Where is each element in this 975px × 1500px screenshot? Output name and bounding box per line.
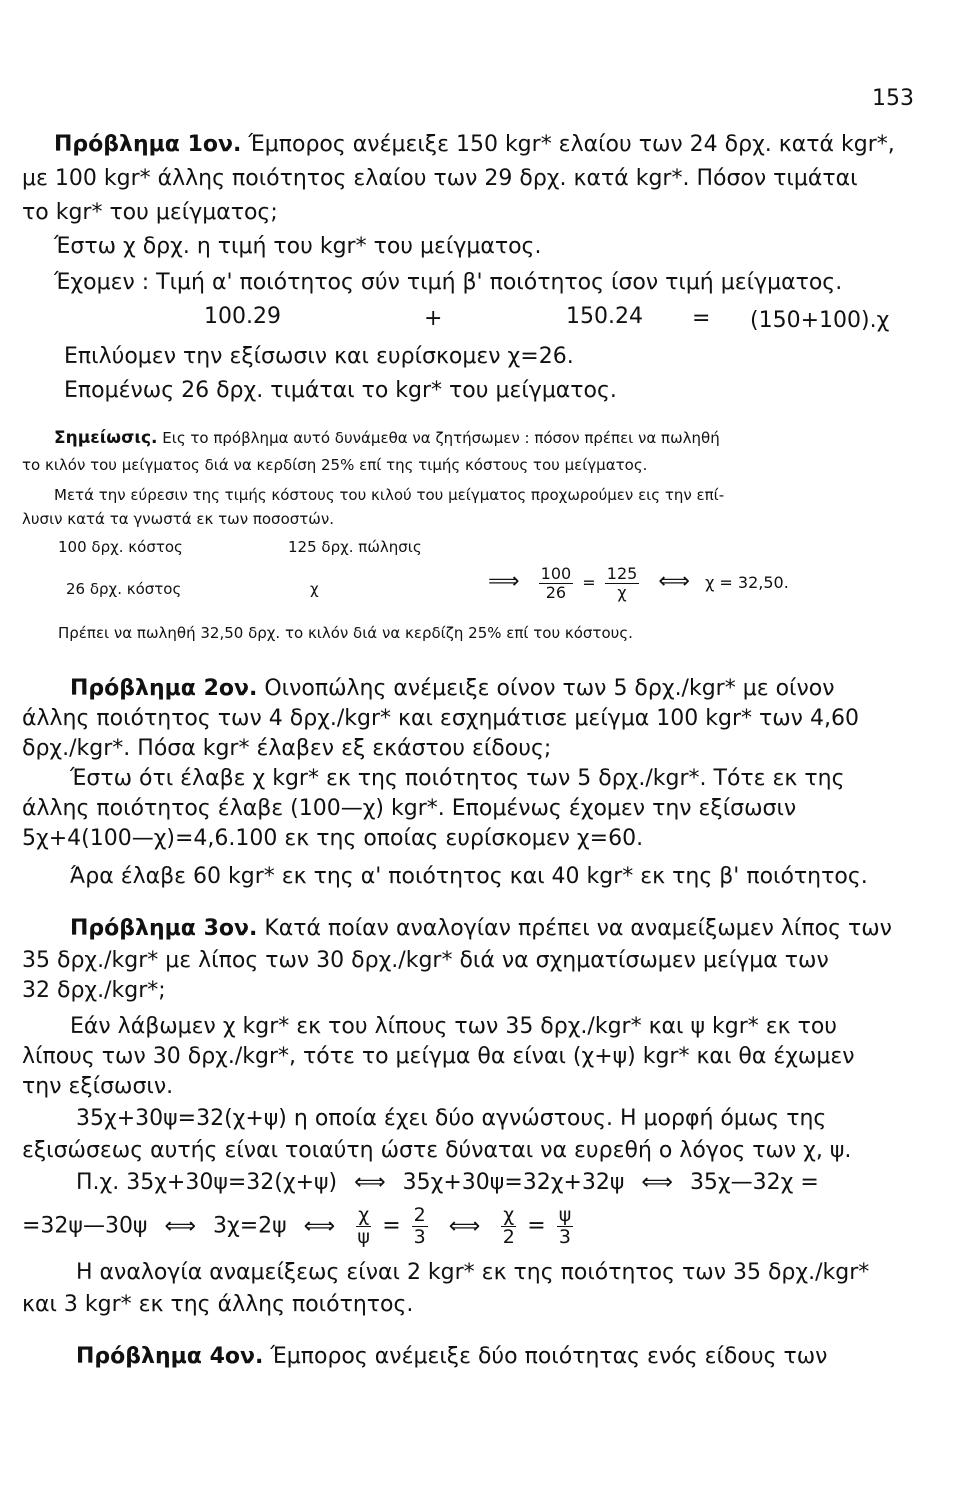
- note-line-2: το κιλόν του μείγματος διά να κερδίση 25% επί της τιμής κόστους του μείγματος.: [22, 456, 648, 474]
- problem-2-line-4: Έστω ότι έλαβε χ kgr* εκ της ποιότητος των 5 δρχ./kgr*. Τότε εκ της: [70, 766, 845, 791]
- fraction-psi-3: $\frac{\psi}{3}$: [558, 1204, 572, 1248]
- note-line-1: Σημείωσις. Εις το πρόβλημα αυτό δυνάμεθα να ζητήσωμεν : πόσον πρέπει να πωληθή: [54, 428, 720, 448]
- equation-term-c: (150+100).χ: [750, 308, 890, 333]
- implies-arrow: ⟹: [488, 569, 520, 594]
- note-line-5: Πρέπει να πωληθή 32,50 δρχ. το κιλόν διά να κερδίζη 25% επί του κόστους.: [58, 624, 633, 642]
- note-row-1-sale: 125 δρχ. πώλησις: [288, 538, 422, 556]
- problem-2-line-5: άλλης ποιότητος έλαβε (100—χ) kgr*. Επομένως έχομεν την εξίσωσιν: [22, 796, 797, 821]
- problem-1-title: Πρόβλημα 1ον.: [54, 132, 242, 157]
- problem-3-line-1: Πρόβλημα 3ον. Κατά ποίαν αναλογίαν πρέπει να αναμείξωμεν λίπος των: [70, 916, 892, 941]
- fraction-2-3: $\frac{2}{3}$: [413, 1204, 426, 1248]
- problem-1-line-6: Επιλύομεν την εξίσωσιν και ευρίσκομεν χ=26.: [64, 344, 574, 369]
- fraction-x-psi: $\frac{\chi}{\psi}$: [357, 1204, 370, 1248]
- problem-1-line-3: το kgr* του μείγματος;: [22, 200, 278, 225]
- problem-2-line-2: άλλης ποιότητος των 4 δρχ./kgr* και εσχημάτισε μείγμα 100 kgr* των 4,60: [22, 706, 859, 731]
- problem-3-line-5: λίπους των 30 δρχ./kgr*, τότε το μείγμα θα είναι (χ+ψ) kgr* και θα έχωμεν: [22, 1044, 855, 1069]
- equivalence-arrow: ⟺: [448, 1213, 481, 1239]
- problem-2-line-6: 5χ+4(100—χ)=4,6.100 εκ της οποίας ευρίσκομεν χ=60.: [22, 826, 644, 851]
- equation-plus: +: [424, 306, 443, 331]
- problem-1-line-4: Έστω χ δρχ. η τιμή του kgr* του μείγματος.: [54, 234, 542, 259]
- problem-4-line-1: Πρόβλημα 4ον. Έμπορος ανέμειξε δύο ποιότητας ενός είδους των: [76, 1344, 828, 1369]
- fraction-x-2: $\frac{\chi}{2}$: [502, 1204, 515, 1248]
- fraction-100-26: $\frac{100}{26}$: [540, 564, 572, 602]
- page-number: 153: [872, 86, 914, 111]
- problem-1-line-1: Πρόβλημα 1ον. Έμπορος ανέμειξε 150 kgr* ελαίου των 24 δρχ. κατά kgr*,: [54, 132, 895, 157]
- problem-2-line-7: Άρα έλαβε 60 kgr* εκ της α' ποιότητος και 40 kgr* εκ της β' ποιότητος.: [70, 864, 868, 889]
- problem-4-title: Πρόβλημα 4ον.: [76, 1344, 264, 1369]
- problem-3-line-3: 32 δρχ./kgr*;: [22, 978, 166, 1003]
- problem-1-line-2: με 100 kgr* άλλης ποιότητος ελαίου των 29 δρχ. κατά kgr*. Πόσον τιμάται: [22, 166, 858, 191]
- problem-3-equation-line-1: Π.χ. 35χ+30ψ=32(χ+ψ) ⟺ 35χ+30ψ=32χ+32ψ ⟺ 35χ—32χ =: [76, 1170, 819, 1195]
- equivalence-arrow: ⟺: [354, 1170, 386, 1195]
- note-line-4: λυσιν κατά τα γνωστά εκ των ποσοστών.: [22, 510, 334, 528]
- equivalence-arrow: ⟺: [164, 1213, 196, 1239]
- note-line-3: Μετά την εύρεσιν της τιμής κόστους του κιλού του μείγματος προχωρούμεν εις την επί-: [54, 486, 725, 504]
- problem-3-line-4: Εάν λάβωμεν χ kgr* εκ του λίπους των 35 δρχ./kgr* και ψ kgr* εκ του: [70, 1014, 838, 1039]
- note-title: Σημείωσις.: [54, 428, 158, 448]
- problem-3-line-8: εξισώσεως αυτής είναι τοιαύτη ώστε δύναται να ευρεθή ο λόγος των χ, ψ.: [22, 1138, 852, 1163]
- equivalence-arrow: ⟺: [641, 1170, 673, 1195]
- note-row-1-cost: 100 δρχ. κόστος: [58, 538, 183, 556]
- equation-term-a: 100.29: [204, 304, 281, 329]
- equation-term-b: 150.24: [566, 304, 643, 329]
- note-proportion: ⟹ $\frac{100}{26}$ = $\frac{125}{\chi}$ ⟺ χ = 32,50.: [488, 564, 789, 602]
- note-result: χ = 32,50.: [705, 573, 789, 592]
- problem-1-line-5: Έχομεν : Τιμή α' ποιότητος σύν τιμή β' ποιότητος ίσον τιμή μείγματος.: [54, 270, 843, 295]
- problem-2-title: Πρόβλημα 2ον.: [70, 676, 258, 701]
- equivalence-arrow: ⟺: [658, 569, 690, 594]
- problem-3-equation-line-2: =32ψ—30ψ ⟺ 3χ=2ψ ⟺ $\frac{\chi}{\psi}$ = $\frac{2}{3}$ ⟺ $\frac{\chi}{2}$ = $\frac{\psi}{3}$: [22, 1204, 572, 1248]
- problem-3-line-2: 35 δρχ./kgr* με λίπος των 30 δρχ./kgr* διά να σχηματίσωμεν μείγμα των: [22, 948, 829, 973]
- problem-3-line-7: 35χ+30ψ=32(χ+ψ) η οποία έχει δύο αγνώστους. Η μορφή όμως της: [76, 1106, 827, 1131]
- equivalence-arrow: ⟺: [303, 1213, 336, 1239]
- problem-3-line-9: Η αναλογία αναμείξεως είναι 2 kgr* εκ της ποιότητος των 35 δρχ./kgr*: [76, 1260, 870, 1285]
- problem-2-line-1: Πρόβλημα 2ον. Οινοπώλης ανέμειξε οίνον των 5 δρχ./kgr* με οίνον: [70, 676, 835, 701]
- problem-3-line-10: και 3 kgr* εκ της άλλης ποιότητος.: [22, 1292, 414, 1317]
- note-row-2-x: χ: [310, 580, 319, 598]
- equation-equals: =: [692, 306, 711, 331]
- problem-2-line-3: δρχ./kgr*. Πόσα kgr* έλαβεν εξ εκάστου είδους;: [22, 736, 552, 761]
- problem-1-line-7: Επομένως 26 δρχ. τιμάται το kgr* του μείγματος.: [64, 378, 617, 403]
- note-row-2-cost: 26 δρχ. κόστος: [66, 580, 182, 598]
- problem-3-line-6: την εξίσωσιν.: [22, 1074, 174, 1099]
- problem-3-title: Πρόβλημα 3ον.: [70, 916, 258, 941]
- fraction-125-x: $\frac{125}{\chi}$: [606, 564, 638, 602]
